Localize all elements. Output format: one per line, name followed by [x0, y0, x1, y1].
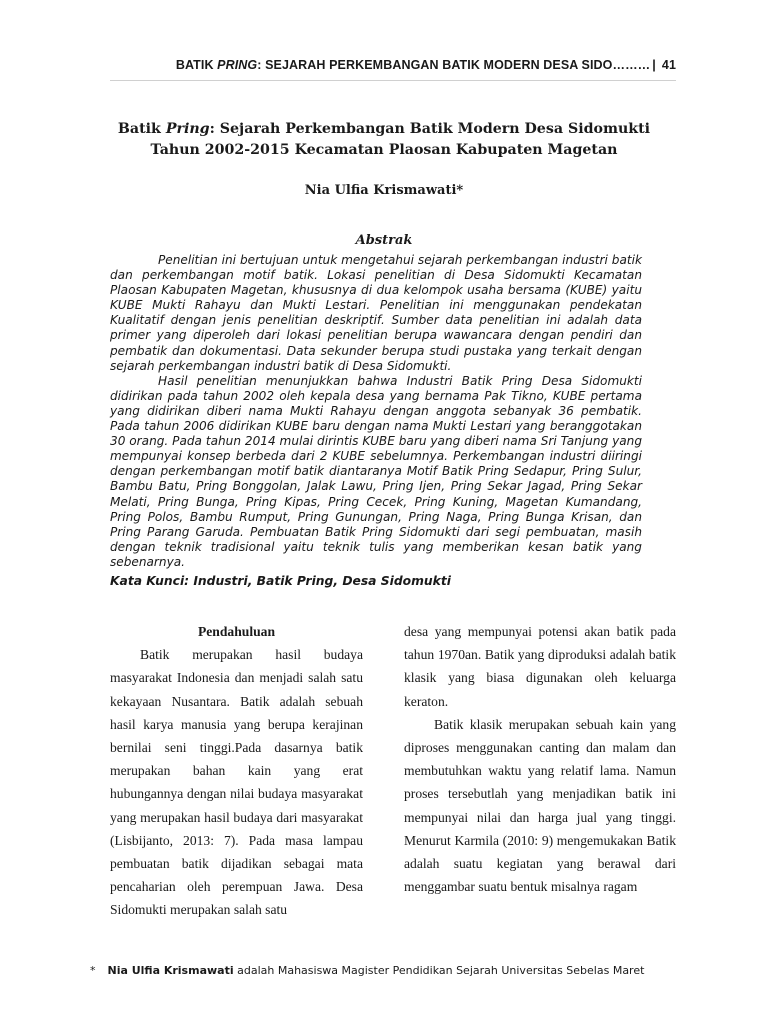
footnote	[90, 964, 644, 977]
footnote-author: Nia Ulfia Krismawati	[107, 964, 234, 977]
abstract-heading: Abstrak	[355, 233, 413, 248]
abstract-paragraph: Hasil penelitian menunjukkan bahwa Industri Batik Pring Desa Sidomukti didirikan pada tahun 2002 oleh kepala desa yang bernama Pak Tikno, KUBE pertama yang didirikan diberi nama Mukti Rahayu dengan anggota sebanyak 36 pembatik. Pada tahun 2006 didirikan KUBE baru dengan nama Mukti Lestari yang beranggotakan 30 orang. Pada tahun 2014 mulai dirintis KUBE baru yang diberi nama Sri Tanjung yang mempunyai konsep berbeda dari 2 KUBE sebelumnya. Perkembangan industri diiringi dengan perkembangan motif batik diantaranya Motif Batik Pring Sedapur, Pring Sulur, Bambu Batu, Pring Bonggolan, Jalak Lawu, Pring Ijen, Pring Sekar Jagad, Pring Sekar Melati, Pring Bunga, Pring Kipas, Pring Cecek, Pring Kuning, Magetan Kumandang, Pring Polos, Bambu Rumput, Pring Gunungan, Pring Naga, Pring Bunga Krisan, dan Pring Parang Garuda. Pembuatan Batik Pring Sidomukti dari segi pembuatan, masih dengan teknik tradisional yaitu teknik tulis yang memberikan kesan batik yang sebenarnya.	[110, 373, 642, 569]
footnote-mark: *	[90, 964, 96, 977]
footnote-text: adalah Mahasiswa Magister Pendidikan Sejarah Universitas Sebelas Maret	[233, 964, 645, 977]
body-paragraph: desa yang mempunyai potensi akan batik pada tahun 1970an. Batik yang diproduksi adalah batik klasik yang biasa digunakan oleh keluarga keraton.	[404, 624, 676, 709]
abstract-body	[110, 253, 642, 570]
page-number: 41	[661, 58, 676, 72]
abstract-paragraph: Penelitian ini bertujuan untuk mengetahui sejarah perkembangan industri batik dan perkembangan motif batik. Lokasi penelitian di Desa Sidomukti Kecamatan Plaosan Kabupaten Magetan, khususnya di dua kelompok usaha bersama (KUBE) yaitu KUBE Mukti Rahayu dan Mukti Lestari. Penelitian ini menggunakan pendekatan Kualitatif dengan jenis penelitian deskriptif. Sumber data penelitian ini adalah data primer yang diperoleh dari lokasi penelitian berupa wawancara dengan pendiri dan pembatik dan dokumentasi. Data sekunder berupa studi pustaka yang terkait dengan sejarah perkembangan industri batik di Desa Sidomukti.	[110, 253, 642, 373]
article-title	[100, 119, 668, 161]
section-heading: Pendahuluan	[197, 624, 276, 639]
title-line-2: Tahun 2002-2015 Kecamatan Plaosan Kabupaten Magetan	[150, 142, 618, 158]
right-column	[404, 620, 676, 898]
left-column	[110, 620, 363, 922]
header-separator: |	[652, 58, 656, 72]
body-paragraph: Batik klasik merupakan sebuah kain yang diproses menggunakan canting dan malam dan membutuhkan waktu yang relatif lama. Namun proses tersebutlah yang menjadikan batik ini mempunyai nilai dan harga jual yang tinggi. Menurut Karmila (2010: 9) mengemukakan Batik adalah suatu kegiatan yang berawal dari menggambar suatu bentuk misalnya ragam	[404, 716, 676, 895]
running-title: BATIK PRING: SEJARAH PERKEMBANGAN BATIK MODERN DESA SIDO………	[175, 58, 651, 72]
body-paragraph: Batik merupakan hasil budaya masyarakat Indonesia dan menjadi salah satu kekayaan Nusantara. Batik adalah sebuah hasil karya manusia yang berupa kerajinan bernilai seni tinggi.Pada dasarnya batik merupakan bahan kain yang erat hubungannya dengan nilai budaya masyarakat yang merupakan hasil budaya dari masyarakat (Lisbijanto, 2013: 7). Pada masa lampau pembuatan batik dijadikan sebagai mata pencaharian oleh perempuan Jawa. Desa Sidomukti merupakan salah satu	[110, 647, 363, 918]
running-header	[110, 58, 676, 81]
title-line-1: Batik Pring: Sejarah Perkembangan Batik Modern Desa Sidomukti	[117, 121, 651, 137]
keywords: Kata Kunci: Industri, Batik Pring, Desa Sidomukti	[110, 574, 451, 588]
author-name: Nia Ulfia Krismawati*	[304, 183, 464, 198]
